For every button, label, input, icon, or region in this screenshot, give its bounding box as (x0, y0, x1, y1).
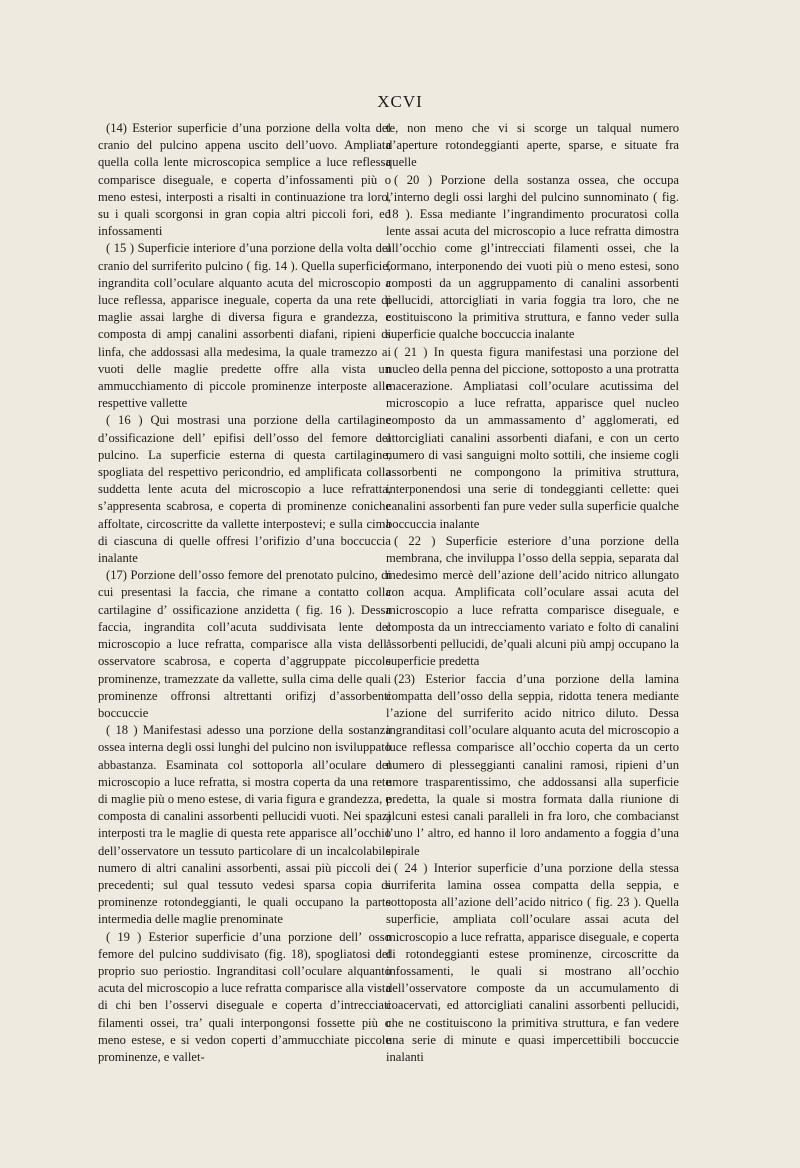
paragraph-20: ( 20 ) Porzione della sostanza ossea, che occupa l’interno degli ossi larghi del pulcino sunnominato ( fig. 18 ). Essa mediante l’ingrandimento procuratosi colla lente assai acuta del microscopio a luce refratta dimostra all’occhio come gl’intrecciati filamenti ossei, che la formano, interponendo dei vuoti più o meno estesi, sono composti da un aggruppamento di canalini assorbenti pellucidi, attorcigliati in varia foggia tra loro, che ne costituiscono la primitiva struttura, e fanno veder sulla superficie qualche boccuccia inalante (386, 172, 679, 342)
page-number: XCVI (377, 92, 423, 111)
paragraph-19: ( 19 ) Esterior superficie d’una porzione dell’ osso femore del pulcino suddivisato (fig. 18), spogliatosi del proprio suo periostio. Ingranditasi coll’oculare alquanto acuta del microscopio a luce refratta comparisce alla vista di chi ben l’osservi diseguale e coperta d’intrecciati filamenti ossei, tra’ quali interpongonsi fossette più o meno estese, e si vedon coperti d’ammucchiate piccole prominenze, e vallet- (98, 929, 391, 1064)
paragraph-17: (17) Porzione dell’osso femore del prenotato pulcino, di cui presentasi la faccia, che rimane a contatto colla cartilagine d’ ossificazione anzidetta ( fig. 16 ). Dessa faccia, ingrandita coll’acuta suddivisata lente del microscopio a luce refratta, comparisce alla vista dell’ osservatore scabrosa, e coperta d’aggruppate piccole prominenze, tramezzate da vallette, sulla cima delle quali prominenze offronsi altrettanti orifizj d’assorbenti boccuccie (98, 568, 391, 720)
paragraph-19-continued: te, non meno che vi si scorge un talqual numero d’aperture rotondeggianti aperte, sparse, e situate fra quelle (386, 121, 679, 170)
right-column (386, 120, 679, 1066)
paragraph-23: (23) Esterior faccia d’una porzione della lamina compatta dell’osso della seppia, ridotta tenera mediante l’azione del surriferito acido nitrico diluto. Dessa ingranditasi coll’oculare alquanto acuta del microscopio a luce reflessa comparisce all’occhio coperta da un certo numero di plesseggianti canalini ramosi, ripieni d’un umore trasparentissimo, che addossansi alla superficie predetta, la quale si mostra formata dalla riunione di alcuni estesi canali paralleli in fra loro, che combacianst l’uno l’ altro, ed hanno il loro andamento a foggia d’una spirale (386, 671, 679, 858)
paragraph-21: ( 21 ) In questa figura manifestasi una porzione del nucleo della penna del piccione, sottoposto a una protratta macerazione. Ampliatasi coll’oculare acutissima del microscopio a luce refratta, apparisce quel nucleo composto da un ammassamento d’ agglomerati, ed attorcigliati canalini assorbenti diafani, e con un certo numero di vasi sanguigni molto sottili, che insieme cogli assorbenti ne compongono la primitiva struttura, interponendosi una serie di tondeggianti cellette: quei canalini assorbenti fan pure veder sulla superficie qualche boccuccia inalante (386, 344, 679, 531)
paragraph-14: (14) Esterior superficie d’una porzione della volta del cranio del pulcino appena uscito dell’uovo. Ampliata quella colla lente microscopica semplice a luce reflessa comparisce diseguale, e coperta d’infossamenti più o meno estesi, interposti a risalti in continuazione tra loro, su i quali scorgonsi in gran copia altri piccoli fori, ed infossamenti (98, 121, 391, 239)
paragraph-18: ( 18 ) Manifestasi adesso una porzione della sostanza ossea interna degli ossi lunghi del pulcino non isviluppato abbastanza. Esaminata col sottoporla all’oculare del microscopio a luce refratta, si mostra coperta da una rete di maglie più o meno estese, di varia figura e grandezza, e composta di canalini assorbenti pellucidi vuoti. Nei spazj interposti tra le maglie di questa rete apparisce all’occhio dell’osservatore un tessuto particolare di un incalcolabile numero di altri canalini assorbenti, assai più piccoli dei precedenti; sul qual tessuto vedesi sparsa copia di prominenze rotondeggianti, le quali occupano la parte intermedia delle maglie prenominate (98, 723, 391, 927)
left-column (98, 120, 391, 1066)
paragraph-16: ( 16 ) Qui mostrasi una porzione della cartilagine d’ossificazione dell’ epifisi dell’osso del femore del pulcino. La superficie esterna di questa cartilagine, spogliata del respettivo pericondrio, ed amplificata colla suddetta lente acuta del microscopio a luce refratta, s’appresenta scabrosa, e coperta di prominenze coniche affoltate, circoscritte da vallette interpostevi; e sulla cima di ciascuna di quelle offresi l’orifizio d’una boccuccia inalante (98, 413, 391, 566)
paragraph-22: ( 22 ) Superficie esteriore d’una porzione della membrana, che inviluppa l’osso della seppia, separata dal medesimo mercè dell’azione dell’acido nitrico allungato con acqua. Amplificata coll’oculare assai acuta del microscopio a luce refratta comparisce diseguale, e composta da un intrecciamento variato e folto di canalini assorbenti pellucidi, de’quali alcuni più ampj occupano la superficie predetta (386, 533, 679, 669)
paragraph-15: ( 15 ) Superficie interiore d’una porzione della volta del cranio del surriferito pulcino ( fig. 14 ). Quella superficie, ingrandita coll’oculare alquanto acuta del microscopio a luce reflessa, apparisce ineguale, coperta da una rete di maglie assai larghe di diversa figura e grandezza, e composta di ampj canalini assorbenti diafani, ripieni di linfa, che addossasi alla medesima, la quale tramezzo ai vuoti delle maglie predette offre alla vista un ammucchiamento di piccole prominenze interposte alle respettive vallette (98, 241, 391, 411)
paragraph-24: ( 24 ) Interior superficie d’una porzione della stessa surriferita lamina ossea compatta della seppia, e sottoposta all’azione dell’acido nitrico ( fig. 23 ). Quella superficie, ampliata coll’oculare assai acuta del microscopio a luce refratta, apparisce diseguale, e coperta di rotondeggianti estese prominenze, circoscritte da infossamenti, le quali si mostrano all’occhio dell’osservatore composte da un accumulamento di coacervati, ed attorcigliati canalini assorbenti pellucidi, che ne costituiscono la primitiva struttura, e fan vedere una serie di minute e quasi impercettibili boccuccie inalanti (386, 860, 679, 1064)
